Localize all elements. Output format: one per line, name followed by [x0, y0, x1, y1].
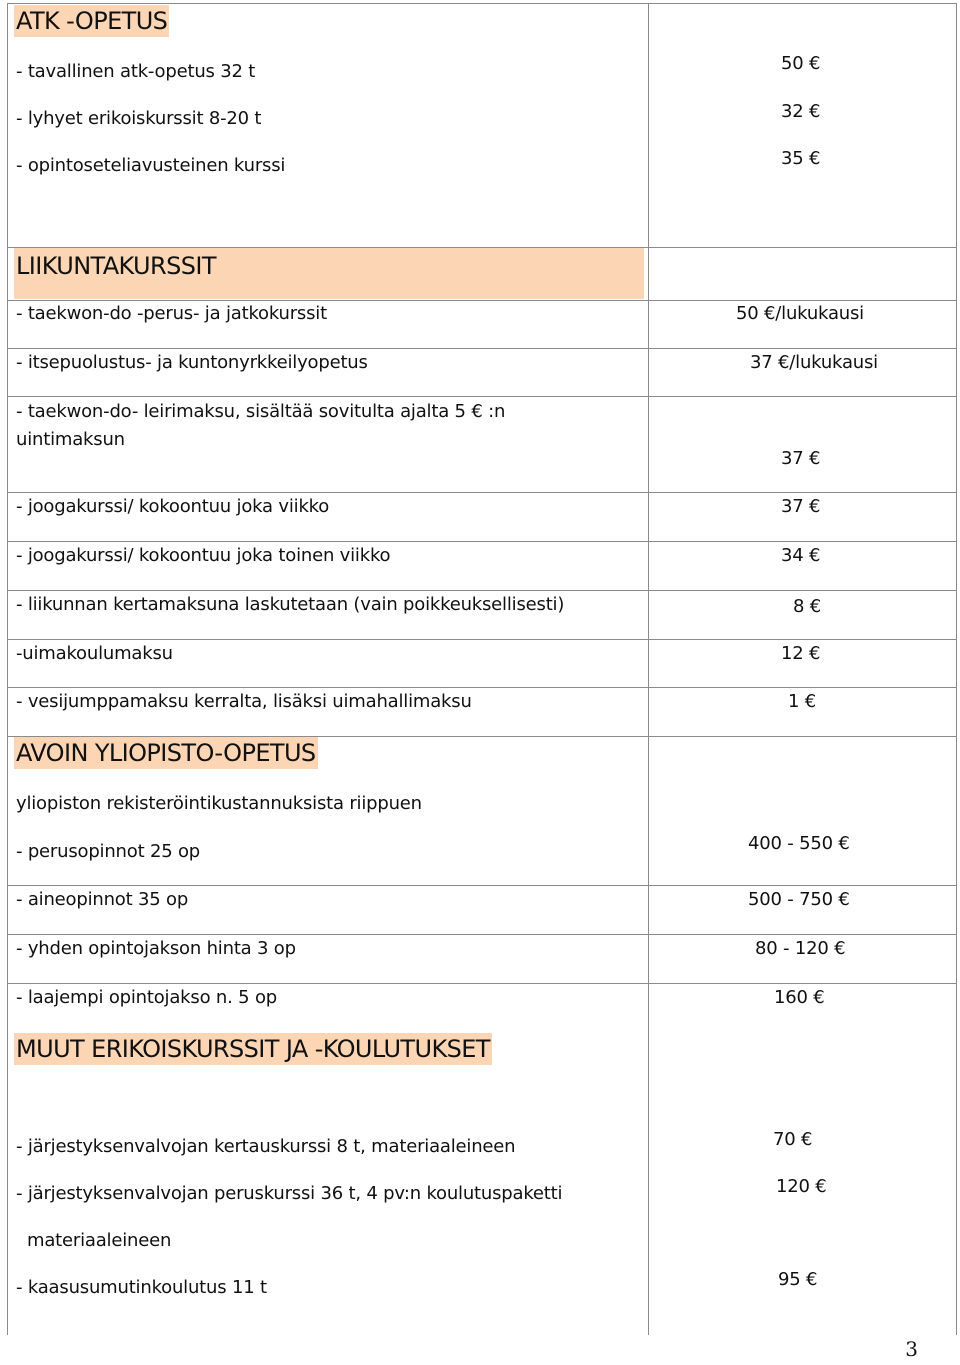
row-price: 34 €: [781, 545, 821, 566]
row-price: 400 - 550 €: [748, 833, 850, 854]
row-price: 80 - 120 €: [755, 938, 846, 959]
row-label: - taekwon-do- leirimaksu, sisältää sovitulta ajalta 5 € :n: [16, 401, 506, 422]
row-price: 35 €: [781, 148, 821, 169]
price-table: [7, 3, 957, 1335]
table-border-top: [7, 3, 957, 4]
row-price: 50 €: [781, 53, 821, 74]
row-price: 95 €: [778, 1269, 818, 1290]
section-heading-atk: ATK -OPETUS: [16, 7, 168, 35]
section-subheading: yliopiston rekisteröintikustannuksista riippuen: [16, 793, 422, 814]
row-divider: [7, 300, 957, 301]
row-price: 50 €/lukukausi: [736, 303, 864, 324]
table-border-right: [956, 3, 957, 1335]
row-divider: [7, 590, 957, 591]
row-label: - kaasusumutinkoulutus 11 t: [16, 1277, 267, 1298]
row-divider: [7, 541, 957, 542]
row-label-continued: uintimaksun: [16, 429, 125, 450]
row-label: - laajempi opintojakso n. 5 op: [16, 987, 277, 1008]
section-heading-avoin: AVOIN YLIOPISTO-OPETUS: [16, 739, 316, 767]
section-heading-liikunta: LIIKUNTAKURSSIT: [14, 248, 644, 299]
row-label: - aineopinnot 35 op: [16, 889, 189, 910]
row-price: 37 €/lukukausi: [750, 352, 878, 373]
row-price: 1 €: [788, 691, 817, 712]
row-divider: [7, 492, 957, 493]
row-divider: [7, 885, 957, 886]
row-divider: [7, 687, 957, 688]
row-label: - joogakurssi/ kokoontuu joka viikko: [16, 496, 330, 517]
row-label: -uimakoulumaksu: [16, 643, 173, 664]
row-label: - perusopinnot 25 op: [16, 841, 201, 862]
row-label: - yhden opintojakson hinta 3 op: [16, 938, 296, 959]
row-label: - joogakurssi/ kokoontuu joka toinen viikko: [16, 545, 391, 566]
row-divider: [7, 348, 957, 349]
row-label: - itsepuolustus- ja kuntonyrkkeilyopetus: [16, 352, 368, 373]
row-label: - vesijumppamaksu kerralta, lisäksi uimahallimaksu: [16, 691, 472, 712]
page-number: 3: [905, 1337, 918, 1361]
row-divider: [7, 639, 957, 640]
row-price: 32 €: [781, 101, 821, 122]
row-divider: [7, 396, 957, 397]
row-label: - liikunnan kertamaksuna laskutetaan (vain poikkeuksellisesti): [16, 594, 565, 615]
row-price: 12 €: [781, 643, 821, 664]
row-label: - taekwon-do -perus- ja jatkokurssit: [16, 303, 327, 324]
row-label: - järjestyksenvalvojan kertauskurssi 8 t, materiaaleineen: [16, 1136, 516, 1157]
row-label: - lyhyet erikoiskurssit 8-20 t: [16, 108, 262, 129]
row-divider: [7, 934, 957, 935]
row-label: - tavallinen atk-opetus 32 t: [16, 61, 256, 82]
row-price: 70 €: [773, 1129, 813, 1150]
row-label-continued: materiaaleineen: [27, 1230, 172, 1251]
row-price: 37 €: [781, 448, 821, 469]
row-divider: [7, 983, 957, 984]
row-label: - opintoseteliavusteinen kurssi: [16, 155, 286, 176]
column-divider: [648, 3, 649, 1335]
row-price: 120 €: [776, 1176, 827, 1197]
table-border-left: [7, 3, 8, 1335]
row-price: 37 €: [781, 496, 821, 517]
row-label: - järjestyksenvalvojan peruskurssi 36 t, 4 pv:n koulutuspaketti: [16, 1183, 563, 1204]
section-heading-muut: MUUT ERIKOISKURSSIT JA -KOULUTUKSET: [16, 1035, 490, 1063]
row-price: 8 €: [793, 596, 822, 617]
row-price: 500 - 750 €: [748, 889, 850, 910]
row-price: 160 €: [774, 987, 825, 1008]
